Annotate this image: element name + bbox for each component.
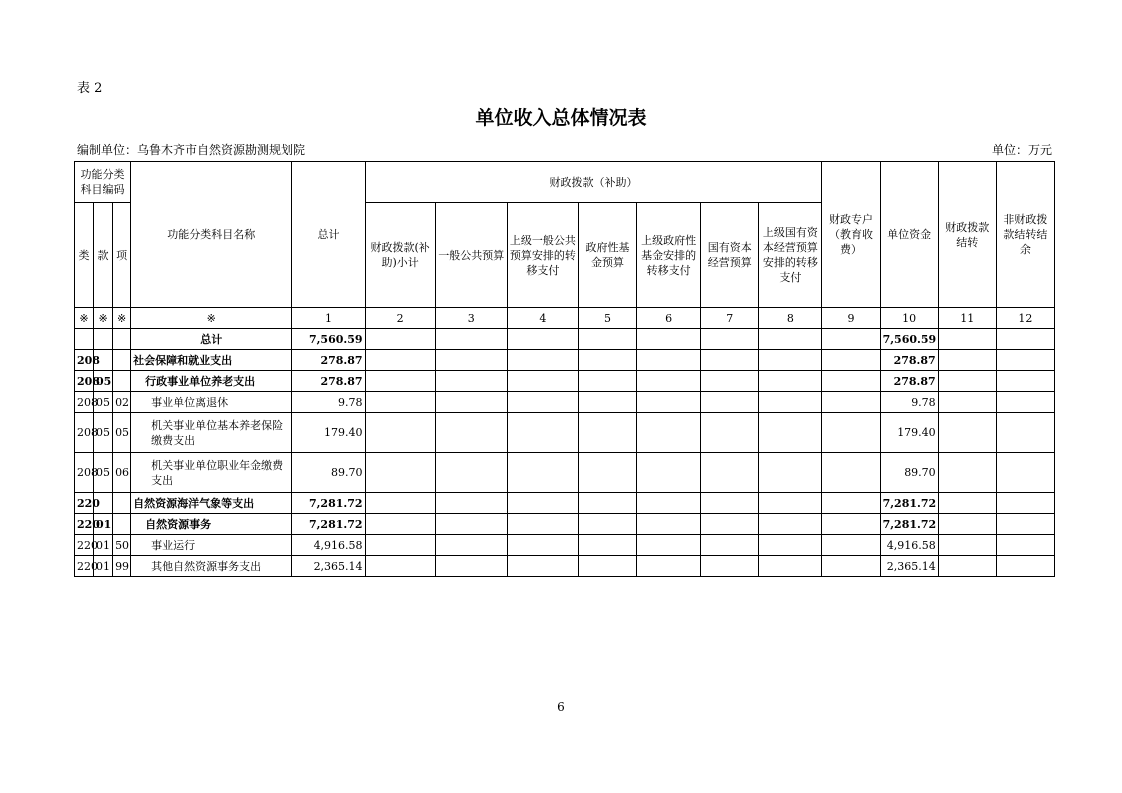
cell-empty [996, 514, 1054, 535]
table-row [75, 493, 1055, 514]
cell-empty [578, 453, 636, 493]
cell-unit-funds: 7,281.72 [880, 514, 938, 535]
cell-empty [507, 392, 578, 413]
cell-empty [822, 329, 880, 350]
cell-empty [938, 392, 996, 413]
cell-empty [507, 556, 578, 577]
cell-empty [578, 493, 636, 514]
cell-name: 社会保障和就业支出 [131, 350, 292, 371]
cell-total: 9.78 [292, 392, 365, 413]
index-cell: ※ [94, 308, 113, 329]
cell-empty [938, 514, 996, 535]
index-cell: 3 [435, 308, 507, 329]
cell-lei: 208 [75, 413, 94, 453]
cell-empty [996, 493, 1054, 514]
cell-empty [637, 350, 701, 371]
cell-empty [578, 350, 636, 371]
index-cell: 6 [637, 308, 701, 329]
cell-total: 7,281.72 [292, 493, 365, 514]
cell-empty [578, 514, 636, 535]
cell-kuan: 05 [94, 371, 113, 392]
cell-lei: 208 [75, 453, 94, 493]
cell-empty [701, 493, 759, 514]
table-row [75, 535, 1055, 556]
cell-xiang: 50 [113, 535, 131, 556]
cell-empty [365, 350, 435, 371]
cell-lei: 220 [75, 514, 94, 535]
cell-empty [365, 371, 435, 392]
cell-empty [938, 556, 996, 577]
cell-empty [578, 371, 636, 392]
page-number: 6 [557, 700, 565, 714]
cell-unit-funds: 2,365.14 [880, 556, 938, 577]
cell-empty [507, 350, 578, 371]
table-row [75, 392, 1055, 413]
index-cell: 2 [365, 308, 435, 329]
cell-empty [822, 392, 880, 413]
cell-empty [822, 453, 880, 493]
cell-empty [435, 413, 507, 453]
cell-empty [996, 371, 1054, 392]
cell-empty [938, 535, 996, 556]
cell-name: 机关事业单位职业年金缴费支出 [131, 453, 292, 493]
cell-empty [701, 392, 759, 413]
index-cell: 10 [880, 308, 938, 329]
header-total: 总计 [292, 162, 365, 308]
cell-empty [822, 556, 880, 577]
cell-empty [578, 329, 636, 350]
cell-xiang: 02 [113, 392, 131, 413]
cell-name: 自然资源事务 [131, 514, 292, 535]
cell-empty [996, 413, 1054, 453]
table-row [75, 453, 1055, 493]
cell-empty [365, 535, 435, 556]
index-cell: ※ [131, 308, 292, 329]
header-name: 功能分类科目名称 [131, 162, 292, 308]
cell-empty [701, 413, 759, 453]
cell-empty [996, 453, 1054, 493]
cell-empty [759, 413, 822, 453]
cell-kuan [94, 329, 113, 350]
cell-empty [701, 535, 759, 556]
table-row [75, 371, 1055, 392]
cell-empty [701, 350, 759, 371]
cell-unit-funds: 278.87 [880, 350, 938, 371]
cell-empty [637, 413, 701, 453]
cell-empty [507, 493, 578, 514]
header-upper-general: 上级一般公共预算安排的转移支付 [507, 203, 578, 308]
cell-empty [759, 514, 822, 535]
cell-empty [701, 453, 759, 493]
cell-empty [435, 371, 507, 392]
cell-empty [435, 329, 507, 350]
cell-empty [996, 392, 1054, 413]
cell-xiang [113, 514, 131, 535]
cell-empty [822, 413, 880, 453]
cell-empty [507, 535, 578, 556]
cell-kuan: 05 [94, 453, 113, 493]
cell-empty [637, 453, 701, 493]
cell-empty [637, 556, 701, 577]
cell-empty [759, 535, 822, 556]
table-row [75, 413, 1055, 453]
cell-empty [435, 493, 507, 514]
currency-unit: 单位：万元 [991, 143, 1052, 157]
cell-name: 事业运行 [131, 535, 292, 556]
cell-lei: 208 [75, 392, 94, 413]
header-code-group: 功能分类科目编码 [75, 162, 131, 203]
cell-empty [507, 453, 578, 493]
cell-empty [938, 453, 996, 493]
cell-lei: 220 [75, 493, 94, 514]
index-cell: 7 [701, 308, 759, 329]
cell-name: 自然资源海洋气象等支出 [131, 493, 292, 514]
index-cell: 4 [507, 308, 578, 329]
cell-lei: 220 [75, 556, 94, 577]
cell-empty [996, 535, 1054, 556]
table-row [75, 329, 1055, 350]
cell-xiang [113, 371, 131, 392]
cell-total: 278.87 [292, 371, 365, 392]
cell-empty [435, 514, 507, 535]
cell-empty [365, 392, 435, 413]
cell-total: 179.40 [292, 413, 365, 453]
cell-empty [938, 413, 996, 453]
index-cell: 1 [292, 308, 365, 329]
header-xiang: 项 [113, 203, 131, 308]
cell-empty [701, 556, 759, 577]
cell-empty [759, 392, 822, 413]
cell-empty [701, 371, 759, 392]
header-upper-capital: 上级国有资本经营预算安排的转移支付 [759, 203, 822, 308]
cell-kuan: 05 [94, 392, 113, 413]
cell-unit-funds: 278.87 [880, 371, 938, 392]
cell-unit-funds: 89.70 [880, 453, 938, 493]
cell-empty [759, 329, 822, 350]
cell-empty [759, 453, 822, 493]
header-nonfiscal-carryover: 非财政拨款结转结余 [996, 162, 1054, 308]
cell-empty [759, 350, 822, 371]
cell-empty [637, 535, 701, 556]
cell-unit-funds: 7,281.72 [880, 493, 938, 514]
cell-empty [822, 350, 880, 371]
cell-empty [637, 371, 701, 392]
cell-empty [435, 453, 507, 493]
index-cell: 12 [996, 308, 1054, 329]
cell-name: 机关事业单位基本养老保险缴费支出 [131, 413, 292, 453]
index-row [75, 308, 1055, 329]
header-state-capital: 国有资本经营预算 [701, 203, 759, 308]
index-cell: 11 [938, 308, 996, 329]
header-general-budget: 一般公共预算 [435, 203, 507, 308]
cell-lei: 208 [75, 371, 94, 392]
cell-empty [578, 413, 636, 453]
cell-xiang [113, 493, 131, 514]
cell-name: 行政事业单位养老支出 [131, 371, 292, 392]
cell-kuan: 01 [94, 514, 113, 535]
cell-name: 其他自然资源事务支出 [131, 556, 292, 577]
cell-empty [507, 371, 578, 392]
cell-empty [701, 329, 759, 350]
header-upper-fund: 上级政府性基金安排的转移支付 [637, 203, 701, 308]
cell-empty [365, 329, 435, 350]
page-title: 单位收入总体情况表 [475, 107, 647, 129]
cell-kuan: 01 [94, 535, 113, 556]
cell-empty [435, 350, 507, 371]
cell-total: 4,916.58 [292, 535, 365, 556]
index-cell: 5 [578, 308, 636, 329]
cell-unit-funds: 4,916.58 [880, 535, 938, 556]
cell-kuan: 01 [94, 556, 113, 577]
cell-empty [365, 493, 435, 514]
header-kuan: 款 [94, 203, 113, 308]
cell-empty [365, 556, 435, 577]
cell-empty [435, 392, 507, 413]
cell-kuan: 05 [94, 413, 113, 453]
cell-empty [365, 453, 435, 493]
cell-empty [938, 371, 996, 392]
cell-empty [637, 329, 701, 350]
cell-unit-funds: 9.78 [880, 392, 938, 413]
cell-total: 7,281.72 [292, 514, 365, 535]
cell-empty [507, 514, 578, 535]
header-gov-fund: 政府性基金预算 [578, 203, 636, 308]
cell-empty [637, 493, 701, 514]
table-row [75, 514, 1055, 535]
cell-empty [435, 556, 507, 577]
cell-name: 总计 [131, 329, 292, 350]
cell-unit-funds: 179.40 [880, 413, 938, 453]
header-fiscal-group: 财政拨款（补助） [365, 162, 822, 203]
cell-empty [996, 329, 1054, 350]
cell-empty [578, 556, 636, 577]
index-cell: 9 [822, 308, 880, 329]
table-row [75, 556, 1055, 577]
cell-total: 89.70 [292, 453, 365, 493]
header-fiscal-subtotal: 财政拨款(补助)小计 [365, 203, 435, 308]
header-lei: 类 [75, 203, 94, 308]
header-fiscal-carryover: 财政拨款结转 [938, 162, 996, 308]
index-cell: ※ [113, 308, 131, 329]
cell-empty [365, 514, 435, 535]
cell-empty [938, 493, 996, 514]
cell-empty [637, 514, 701, 535]
cell-empty [435, 535, 507, 556]
cell-empty [578, 392, 636, 413]
header-special-account: 财政专户（教育收费） [822, 162, 880, 308]
cell-empty [996, 350, 1054, 371]
cell-empty [938, 350, 996, 371]
cell-empty [822, 514, 880, 535]
cell-empty [759, 371, 822, 392]
cell-name: 事业单位离退休 [131, 392, 292, 413]
cell-unit-funds: 7,560.59 [880, 329, 938, 350]
cell-xiang [113, 350, 131, 371]
cell-empty [701, 514, 759, 535]
table-row [75, 350, 1055, 371]
cell-total: 7,560.59 [292, 329, 365, 350]
cell-empty [759, 493, 822, 514]
cell-empty [938, 329, 996, 350]
cell-empty [507, 329, 578, 350]
cell-xiang: 99 [113, 556, 131, 577]
cell-empty [507, 413, 578, 453]
compiling-unit: 编制单位：乌鲁木齐市自然资源勘测规划院 [77, 143, 306, 157]
cell-empty [759, 556, 822, 577]
cell-lei: 208 [75, 350, 94, 371]
income-table [74, 161, 1055, 577]
cell-xiang: 06 [113, 453, 131, 493]
cell-total: 278.87 [292, 350, 365, 371]
cell-empty [822, 371, 880, 392]
cell-empty [637, 392, 701, 413]
cell-empty [578, 535, 636, 556]
cell-empty [365, 413, 435, 453]
index-cell: ※ [75, 308, 94, 329]
cell-total: 2,365.14 [292, 556, 365, 577]
cell-empty [822, 493, 880, 514]
cell-empty [996, 556, 1054, 577]
index-cell: 8 [759, 308, 822, 329]
header-unit-funds: 单位资金 [880, 162, 938, 308]
cell-xiang [113, 329, 131, 350]
cell-lei [75, 329, 94, 350]
table-tag: 表 2 [77, 81, 103, 96]
cell-lei: 220 [75, 535, 94, 556]
cell-xiang: 05 [113, 413, 131, 453]
cell-empty [822, 535, 880, 556]
